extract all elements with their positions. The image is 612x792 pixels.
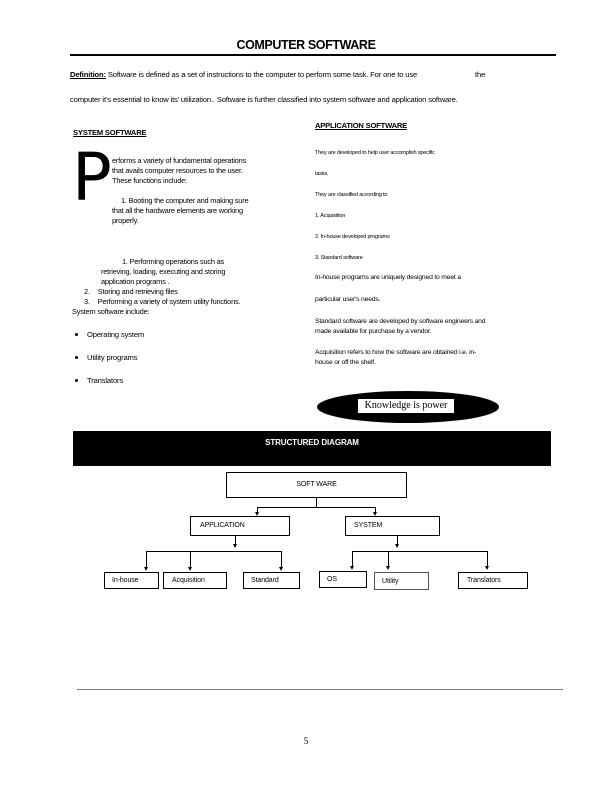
- item-number: 2.: [84, 287, 90, 296]
- application-software-heading: APPLICATION SOFTWARE: [315, 121, 408, 130]
- connector: [146, 551, 147, 560]
- system-item-3: [84, 297, 240, 307]
- arrow-down-icon: [350, 566, 354, 570]
- arrow-down-icon: [485, 566, 489, 570]
- connector: [190, 551, 191, 560]
- diagram-node-translators: Translators: [458, 572, 528, 589]
- system-include-label: System software include:: [72, 307, 150, 316]
- bullet-item: [75, 376, 123, 385]
- bullet-item: [75, 330, 144, 339]
- system-intro-line: that avails computer resources to the user.: [112, 166, 243, 176]
- connector: [281, 560, 282, 568]
- bullet-text: Translators: [87, 376, 124, 385]
- system-item-line: 1. Booting the computer and making sure: [121, 196, 249, 205]
- system-item-line: application programs .: [101, 277, 170, 287]
- definition-line-2: computer it’s essential to know its’ utilization.. Software is further classified into system software and application software.: [70, 95, 458, 104]
- paragraph-line: house or off the shelf.: [315, 359, 376, 366]
- paragraph-line: Acquisition refers to how the software are obtained i.e. in-: [315, 349, 477, 356]
- paragraph-line: made available for purchase by a vendor.: [315, 328, 432, 335]
- bullet-text: Utility programs: [87, 353, 138, 362]
- app-paragraph-1: In-house programs are uniquely designed to meet a: [315, 274, 461, 281]
- diagram-node-application: APPLICATION: [190, 516, 290, 536]
- arrow-down-icon: [386, 566, 390, 570]
- diagram-node-utility: Utility: [374, 572, 429, 590]
- app-list-item: 3. Standard software: [315, 255, 363, 261]
- app-list-item: 2. In-house developed programs: [315, 234, 390, 240]
- connector: [190, 560, 191, 568]
- system-item-line: retrieving, loading, executing and storing: [101, 267, 226, 277]
- diagram-node-os: OS: [319, 571, 367, 588]
- definition-line-1: [70, 70, 485, 79]
- connector: [146, 560, 147, 568]
- diagram-node-acquisition: Acquisition: [163, 572, 227, 589]
- app-paragraph-4: [315, 348, 476, 368]
- connector: [281, 551, 282, 560]
- connector: [146, 551, 281, 552]
- connector: [352, 551, 487, 552]
- app-line-1: They are developed to help user accomplish specific: [315, 150, 435, 156]
- system-software-heading: SYSTEM SOFTWARE: [73, 128, 147, 137]
- system-item-2: [84, 287, 178, 297]
- app-paragraph-3: [315, 317, 485, 337]
- diagram-node-system: SYSTEM: [345, 516, 440, 536]
- item-text: Storing and retrieving files: [97, 287, 178, 296]
- arrow-down-icon: [233, 544, 237, 548]
- footer-rule: [77, 689, 563, 690]
- app-paragraph-2: particular user's needs.: [315, 296, 381, 303]
- definition-label: Definition:: [70, 70, 106, 79]
- motto-text: Knowledge is power: [358, 399, 454, 413]
- bullet-icon: [75, 379, 78, 382]
- system-item-1: [112, 196, 248, 227]
- bullet-icon: [75, 356, 78, 359]
- system-intro-line: These functions include:: [112, 176, 187, 186]
- connector: [316, 498, 317, 507]
- paragraph-line: Standard software are developed by software engineers and: [315, 318, 486, 325]
- connector: [257, 507, 375, 508]
- bullet-icon: [75, 333, 78, 336]
- arrow-down-icon: [395, 544, 399, 548]
- item-text: Performing a variety of system utility functions.: [97, 297, 241, 306]
- diagram-banner: STRUCTURED DIAGRAM: [73, 431, 551, 466]
- diagram-node-software: SOFT WARE: [226, 472, 407, 498]
- app-line-2: tasks.: [315, 171, 329, 177]
- system-item-line: 1. Performing operations such as: [122, 257, 225, 266]
- item-number: 3.: [84, 297, 90, 306]
- system-intro-line: erforms a variety of fundamental operations: [112, 156, 246, 165]
- page-title: COMPUTER SOFTWARE: [236, 38, 376, 52]
- title-underline: [70, 54, 556, 56]
- bullet-item: [75, 353, 137, 362]
- system-item-line: properly.: [112, 216, 139, 226]
- definition-text: Software is defined as a set of instructions to the computer to perform some task. For one to use: [105, 70, 418, 79]
- definition-text-tail: the: [475, 70, 486, 79]
- drop-cap: P: [72, 139, 112, 216]
- system-item-1b: [101, 257, 225, 288]
- page-number: 5: [303, 736, 309, 746]
- diagram-node-standard: Standard: [243, 572, 300, 589]
- system-intro: [112, 156, 246, 187]
- bullet-text: Operating system: [87, 330, 145, 339]
- diagram-node-inhouse: In-house: [104, 572, 159, 589]
- app-line-3: They are classified according to: [315, 192, 388, 198]
- system-item-line: that all the hardware elements are working: [112, 206, 243, 216]
- app-list-item: 1. Acquisition: [315, 213, 346, 219]
